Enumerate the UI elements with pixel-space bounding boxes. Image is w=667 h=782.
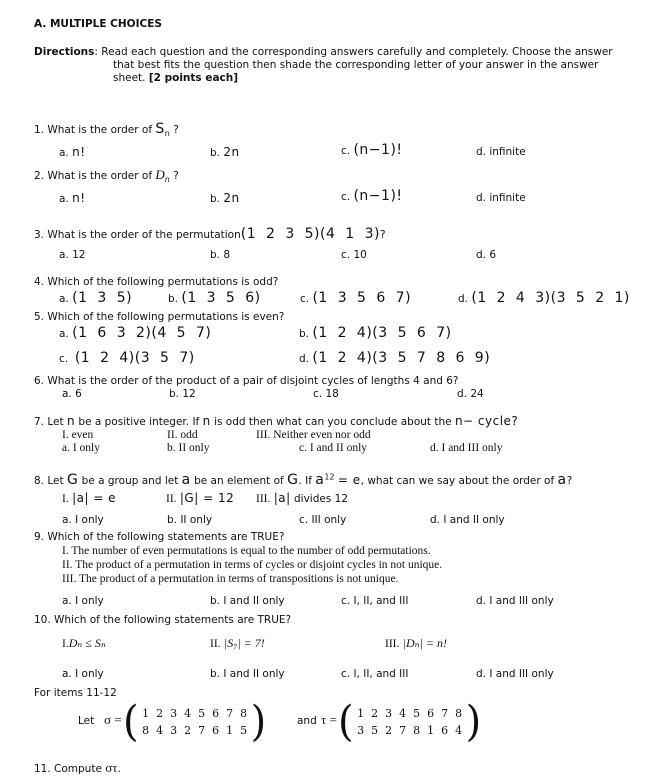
q9-option-d[interactable]: d. I and III only <box>476 595 554 607</box>
q3-option-c[interactable]: c. 10 <box>341 249 367 261</box>
tau-bottom-entry-3: 2 <box>385 724 393 737</box>
q8-option-c[interactable]: c. III only <box>299 514 347 526</box>
q8-s2-label: II. <box>166 493 177 505</box>
sigma-bottom-entry-8: 5 <box>240 724 248 737</box>
sigma-top-entry-1: 1 <box>142 707 150 720</box>
q2-b-value: 2n <box>223 191 240 205</box>
directions-line1 <box>34 46 613 58</box>
tau-bottom-entry-1: 3 <box>357 724 365 737</box>
q4-question: 4. Which of the following permutations is odd? <box>34 276 279 288</box>
q4-b-label: b. <box>168 293 179 305</box>
q10-statement-3 <box>385 636 447 651</box>
q8-a: a <box>181 472 191 488</box>
q4-option-d[interactable] <box>458 290 630 306</box>
q1-end: ? <box>173 124 179 136</box>
sigma-bottom-row <box>139 722 251 739</box>
q4-b-value: (1 3 5 6) <box>181 290 261 306</box>
q8-t4: . If <box>298 475 312 487</box>
q3-text: 3. What is the order of the permutation <box>34 229 241 241</box>
q7-t2: be a positive integer. If <box>78 416 200 428</box>
q7-statement-3: III. Neither even nor odd <box>256 429 371 441</box>
q7-option-a[interactable]: a. I only <box>62 442 101 454</box>
q11-expr: στ <box>105 760 118 775</box>
q5-option-c[interactable] <box>59 350 195 366</box>
q8-t2: be a group and let <box>81 475 179 487</box>
sigma-matrix <box>123 697 267 747</box>
q7-t4: − cycle? <box>463 414 519 428</box>
directions-line3 <box>113 72 238 84</box>
q1-question <box>34 121 179 138</box>
tau-bottom-entry-2: 5 <box>371 724 379 737</box>
q11-text: 11. Compute <box>34 763 102 775</box>
sigma-bottom-entry-5: 7 <box>198 724 206 737</box>
q1-a-label: a. <box>59 147 69 159</box>
directions-label: Directions <box>34 46 95 58</box>
q2-sub: n <box>164 175 170 185</box>
q2-option-c[interactable] <box>341 188 403 204</box>
q5-d-label: d. <box>299 353 310 365</box>
let-label: Let <box>78 715 95 727</box>
q8-exp: 12 <box>324 472 335 482</box>
q10-s3-value: |Dₙ| = n! <box>402 636 447 650</box>
q1-text: 1. What is the order of <box>34 124 153 136</box>
q9-statement-2: II. The product of a permutation in terms of cycles or disjoint cycles in not unique. <box>62 559 443 571</box>
q8-s3-value: |a| <box>273 491 291 505</box>
q8-end: ? <box>566 475 573 487</box>
sigma-top-row <box>139 705 251 722</box>
q9-statement-1: I. The number of even permutations is equal to the number of odd permutations. <box>62 545 431 557</box>
tau-top-entry-7: 7 <box>441 707 449 720</box>
q1-b-value: 2n <box>223 145 240 159</box>
q10-option-b[interactable]: b. I and II only <box>210 668 285 680</box>
q1-b-label: b. <box>210 147 221 159</box>
q8-G: G <box>66 472 79 488</box>
q9-option-b[interactable]: b. I and II only <box>210 595 285 607</box>
tau-top-entry-3: 3 <box>385 707 393 720</box>
directions-line2: that best fits the question then shade the corresponding letter of your answer in the answer <box>113 59 599 71</box>
tau-top-entry-8: 8 <box>455 707 463 720</box>
q8-s1-label: I. <box>62 493 69 505</box>
q4-option-b[interactable] <box>168 290 261 306</box>
sigma-right-paren: ) <box>250 697 267 747</box>
q1-a-value: n! <box>72 145 86 159</box>
q10-statement-1 <box>62 636 106 651</box>
q5-option-a[interactable] <box>59 325 211 341</box>
q9-option-a[interactable]: a. I only <box>62 595 104 607</box>
q2-option-d[interactable]: d. infinite <box>476 192 526 204</box>
q4-c-value: (1 3 5 6 7) <box>312 290 412 306</box>
q10-s3-label: III. <box>385 638 400 650</box>
q8-s2-value: |G| = 12 <box>179 491 235 505</box>
tau-bottom-entry-8: 4 <box>455 724 463 737</box>
items-label: For items 11-12 <box>34 687 117 699</box>
q4-d-label: d. <box>458 293 469 305</box>
sigma-top-entry-4: 4 <box>184 707 192 720</box>
q5-d-value: (1 2 4)(3 5 7 8 6 9) <box>312 350 491 366</box>
q6-option-c[interactable]: c. 18 <box>313 388 339 400</box>
q11-question <box>34 760 121 776</box>
tau-top-entry-1: 1 <box>357 707 365 720</box>
q7-statement-1: I. even <box>62 429 94 441</box>
q2-end: ? <box>173 170 179 182</box>
q6-option-d[interactable]: d. 24 <box>457 388 484 400</box>
sigma-bottom-entry-4: 2 <box>184 724 192 737</box>
tau-top-entry-5: 5 <box>413 707 421 720</box>
q1-option-a[interactable] <box>59 145 86 159</box>
q1-c-label: c. <box>341 145 351 157</box>
q7-question <box>34 414 518 428</box>
q2-a-label: a. <box>59 193 69 205</box>
q9-question: 9. Which of the following statements are TRUE? <box>34 531 285 543</box>
q3-perm: (1 2 3 5)(4 1 3) <box>240 226 380 242</box>
q3-option-b[interactable]: b. 8 <box>210 249 231 261</box>
q8-eq: = e <box>337 473 361 487</box>
points-note: [2 points each] <box>148 72 239 84</box>
q5-a-label: a. <box>59 328 69 340</box>
sigma-bottom-entry-7: 1 <box>226 724 234 737</box>
q4-d-value: (1 2 4 3)(3 5 2 1) <box>471 290 630 306</box>
sigma-top-entry-8: 8 <box>240 707 248 720</box>
sigma-top-entry-7: 7 <box>226 707 234 720</box>
q1-symbol: S <box>155 121 165 137</box>
q2-option-a[interactable] <box>59 191 86 205</box>
q8-a3: a <box>557 472 567 488</box>
q10-s1-value: Dₙ ≤ Sₙ <box>68 636 106 650</box>
q8-t3: be an element of <box>194 475 284 487</box>
tau-right-paren: ) <box>465 697 482 747</box>
q1-c-value: (n−1)! <box>353 142 403 158</box>
tau-bottom-entry-4: 7 <box>399 724 407 737</box>
tau-bottom-entry-5: 8 <box>413 724 421 737</box>
q4-a-value: (1 3 5) <box>72 290 133 306</box>
q10-option-d[interactable]: d. I and III only <box>476 668 554 680</box>
q2-option-b[interactable] <box>210 191 240 205</box>
sigma-top-entry-2: 2 <box>156 707 164 720</box>
q9-option-c[interactable]: c. I, II, and III <box>341 595 409 607</box>
q9-statement-3: III. The product of a permutation in terms of transpositions is not unique. <box>62 573 399 585</box>
and-label: and <box>297 715 317 727</box>
sigma-bottom-entry-2: 4 <box>156 724 164 737</box>
q1-option-d[interactable]: d. infinite <box>476 146 526 158</box>
q8-statement-3 <box>256 491 348 505</box>
q7-statement-2: II. odd <box>167 429 198 441</box>
q3-option-d[interactable]: d. 6 <box>476 249 497 261</box>
section-title: A. MULTIPLE CHOICES <box>34 18 162 30</box>
q4-a-label: a. <box>59 293 69 305</box>
q7-option-c[interactable]: c. I and II only <box>299 442 368 454</box>
q8-t5: , what can we say about the order of <box>360 475 555 487</box>
q8-option-a[interactable]: a. I only <box>62 514 104 526</box>
q7-n1: n <box>66 414 76 428</box>
q4-c-label: c. <box>300 293 310 305</box>
sigma-bottom-entry-6: 6 <box>212 724 220 737</box>
q8-G2: G <box>287 472 299 488</box>
q7-option-b[interactable]: b. II only <box>167 442 210 454</box>
directions-text: : Read each question and the corresponding answers carefully and completely. Choose the answer <box>94 46 613 58</box>
q2-b-label: b. <box>210 193 221 205</box>
q8-s3-label: III. <box>256 493 271 505</box>
tau-bottom-entry-6: 1 <box>427 724 435 737</box>
q5-b-value: (1 2 4)(3 5 6 7) <box>312 325 452 341</box>
q1-option-c[interactable] <box>341 142 403 158</box>
q8-t1: 8. Let <box>34 475 64 487</box>
q1-sub: n <box>164 129 170 139</box>
tau-top-entry-2: 2 <box>371 707 379 720</box>
q3-question <box>34 226 386 242</box>
q7-n2: n <box>202 414 211 428</box>
q2-c-value: (n−1)! <box>353 188 403 204</box>
q10-option-a[interactable]: a. I only <box>62 668 104 680</box>
q7-t1: 7. Let <box>34 416 64 428</box>
tau-matrix <box>338 697 482 747</box>
tau-bottom-row <box>354 722 466 739</box>
tau-left-paren: ( <box>338 697 354 747</box>
q2-text: 2. What is the order of <box>34 170 153 182</box>
sigma-left-paren: ( <box>123 697 139 747</box>
q5-option-b[interactable] <box>299 325 452 341</box>
q8-option-d[interactable]: d. I and II only <box>430 514 505 526</box>
q2-a-value: n! <box>72 191 86 205</box>
q3-end: ? <box>379 229 386 241</box>
q8-statement-1 <box>62 491 116 505</box>
tau-label: τ = <box>321 712 337 727</box>
q10-s1-label: I. <box>62 638 69 650</box>
q8-option-b[interactable]: b. II only <box>167 514 213 526</box>
q10-s2-value: |S₇| = 7! <box>223 636 265 650</box>
sigma-top-entry-5: 5 <box>198 707 206 720</box>
sigma-label: σ = <box>104 712 122 727</box>
q10-option-c[interactable]: c. I, II, and III <box>341 668 409 680</box>
q8-s1-value: |a| = e <box>72 491 117 505</box>
q10-statement-2 <box>210 636 265 651</box>
q5-b-label: b. <box>299 328 310 340</box>
q11-end: . <box>117 763 121 775</box>
q8-question <box>34 472 572 488</box>
sigma-top-entry-3: 3 <box>170 707 178 720</box>
q8-a12: a <box>315 472 325 488</box>
q7-t3: is odd then what can you conclude about the <box>214 416 452 428</box>
q10-question: 10. Which of the following statements are TRUE? <box>34 614 292 626</box>
q5-a-value: (1 6 3 2)(4 5 7) <box>72 325 212 341</box>
q5-c-value: (1 2 4)(3 5 7) <box>74 350 195 366</box>
sigma-bottom-entry-3: 3 <box>170 724 178 737</box>
tau-top-row <box>354 705 466 722</box>
q2-c-label: c. <box>341 191 351 203</box>
q5-c-label: c. <box>59 353 69 365</box>
sigma-top-entry-6: 6 <box>212 707 220 720</box>
q8-statement-2 <box>166 491 234 505</box>
sigma-bottom-entry-1: 8 <box>142 724 150 737</box>
tau-bottom-entry-7: 6 <box>441 724 449 737</box>
q7-n3: n <box>454 414 464 428</box>
q2-question <box>34 167 179 184</box>
q7-option-d[interactable]: d. I and III only <box>430 442 503 454</box>
q2-symbol: D <box>155 167 165 182</box>
q6-option-a[interactable]: a. 6 <box>62 388 82 400</box>
q5-question: 5. Which of the following permutations is even? <box>34 311 285 323</box>
tau-top-entry-4: 4 <box>399 707 407 720</box>
q4-option-a[interactable] <box>59 290 132 306</box>
q6-option-b[interactable]: b. 12 <box>169 388 196 400</box>
q1-option-b[interactable] <box>210 145 240 159</box>
tau-top-entry-6: 6 <box>427 707 435 720</box>
q8-s3-text: divides 12 <box>294 493 349 505</box>
q10-s2-label: II. <box>210 638 221 650</box>
q4-option-c[interactable] <box>300 290 411 306</box>
q5-option-d[interactable] <box>299 350 490 366</box>
q3-option-a[interactable]: a. 12 <box>59 249 86 261</box>
directions-line3-text: sheet. <box>113 72 146 84</box>
q6-question: 6. What is the order of the product of a pair of disjoint cycles of lengths 4 and 6? <box>34 375 459 387</box>
